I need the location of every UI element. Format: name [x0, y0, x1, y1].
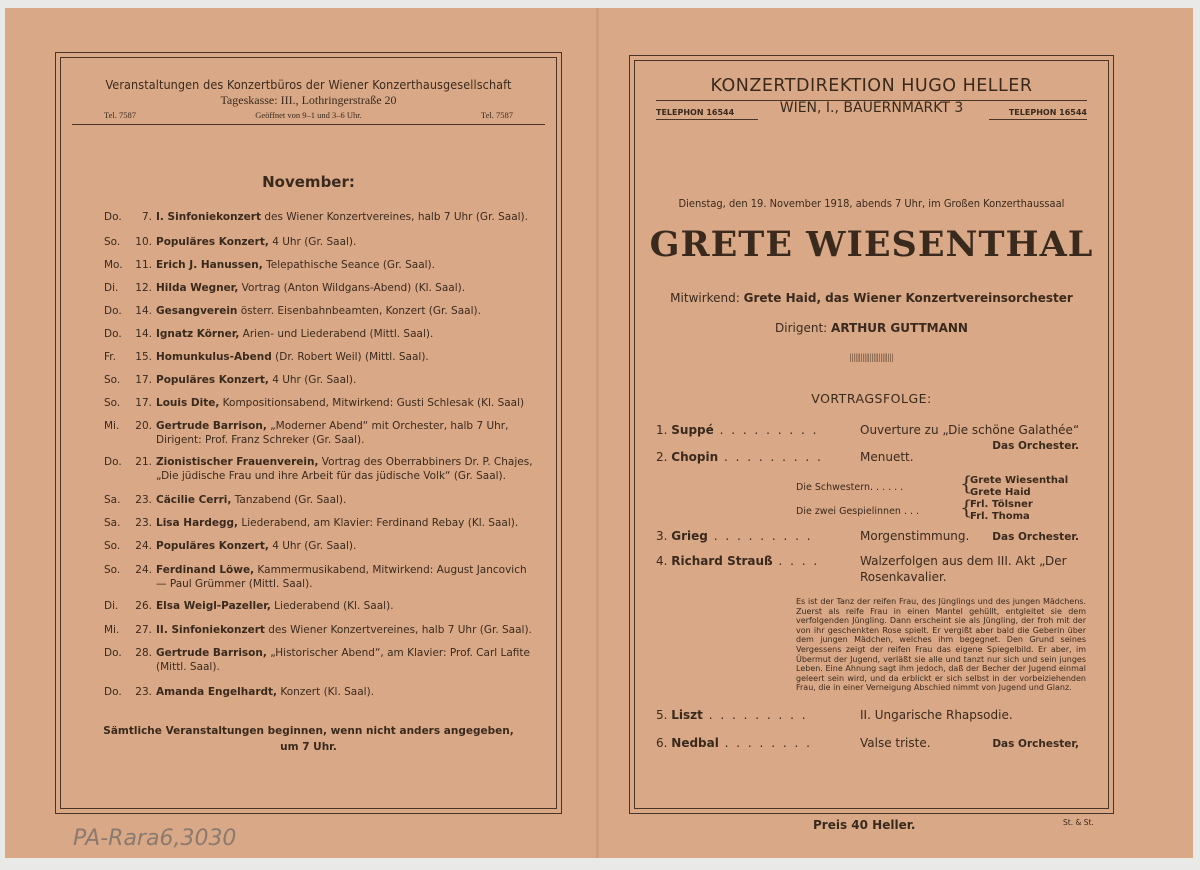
assisting-names: Grete Haid, das Wiener Konzertvereinsorchester	[743, 291, 1073, 305]
ornament-rule: ||||||||||||||||||||||||	[849, 352, 894, 362]
dance-description: Es ist der Tanz der reifen Frau, des Jünglings und des jungen Mädchens. Zuerst als reife Frau in einen Mantel gehüllt, entgleitet sie dem verfolgenden Jüngling. Dann erscheint sie als Jüngling, der froh mit der von ihr geschenkten Rose spielt. Er vergißt aber bald die Geberin über dem jungen Mädchen, welches ihm begegnet. Den Grund seines Vergessens zeigt der reifen Frau das eigene Spiegelbild. Er aber, im Übermut der Jugend, verläßt sie alle und tanzt nur sich und sein junges Leben. Eine Ahnung sagt ihm jedoch, daß der Becher der Jugend einmal geleert sein wird, und da erblickt er sich selbst in der vorbeiziehenden Frau, die in einer Verneigung Abschied nimmt von Jugend und Glanz.	[796, 597, 1086, 693]
event-details: Kammermusikabend, Mitwirkend: August Jancovich	[254, 564, 527, 576]
event-title: Populäres Konzert,	[156, 236, 269, 248]
conductor-label: Dirigent:	[775, 321, 832, 335]
program-item-composer	[656, 554, 819, 568]
event-title: Ignatz Körner,	[156, 328, 240, 340]
program-item-work: II. Ungarische Rhapsodie.	[860, 708, 1013, 722]
left-page-frame	[55, 52, 562, 814]
event-line	[104, 210, 544, 224]
agency-name: KONZERTDIREKTION HUGO HELLER	[710, 76, 1033, 96]
event-line	[104, 373, 544, 387]
event-details: des Wiener Konzertvereines, halb 7 Uhr (Gr. Saal).	[261, 211, 528, 223]
event-title: Zionistischer Frauenverein,	[156, 456, 319, 468]
event-row	[104, 373, 544, 387]
event-title: Gertrude Barrison,	[156, 420, 267, 432]
program-item-number: 4.	[656, 554, 668, 568]
event-title: Amanda Engelhardt,	[156, 686, 278, 698]
program-item-leader-dots: . . . . . . . .	[718, 736, 812, 750]
event-details: „Moderner Abend“ mit Orchester, halb 7 Uhr,	[266, 420, 509, 432]
event-row	[104, 396, 544, 410]
event-details-continued: (Mittl. Saal).	[156, 661, 220, 673]
event-details: (Dr. Robert Weil) (Mittl. Saal).	[271, 351, 429, 363]
start-time-note-line2: um 7 Uhr.	[280, 741, 337, 753]
event-row	[104, 623, 544, 637]
event-date: 28.	[135, 647, 152, 659]
event-title: Hilda Wegner,	[156, 282, 239, 294]
event-row	[104, 685, 544, 699]
brace-playmates: {	[960, 495, 973, 519]
event-line	[104, 455, 544, 469]
event-details: 4 Uhr (Gr. Saal).	[268, 540, 357, 552]
event-row	[104, 516, 544, 530]
program-item-performer: Das Orchester.	[992, 440, 1079, 452]
event-details-continued: — Paul Grümmer (Mittl. Saal).	[156, 578, 313, 590]
event-day: Sa.	[104, 494, 121, 506]
start-time-note	[56, 723, 561, 755]
event-row	[104, 210, 544, 224]
event-details-continued: „Die jüdische Frau und ihre Arbeit für das jüdische Volk“ (Gr. Saal).	[156, 470, 506, 482]
event-line	[104, 493, 544, 507]
event-date: 24.	[135, 540, 152, 552]
event-date: 17.	[135, 397, 152, 409]
program-item-number: 3.	[656, 529, 668, 543]
event-date: 20.	[135, 420, 152, 432]
program-item-number: 6.	[656, 736, 668, 750]
event-details: Tanzabend (Gr. Saal).	[231, 494, 347, 506]
left-header-tel-right: Tel. 7587	[481, 110, 513, 120]
event-row	[104, 258, 544, 272]
program-item-work: Menuett.	[860, 450, 914, 464]
event-line	[104, 539, 544, 553]
event-title: Louis Dite,	[156, 397, 220, 409]
event-title: Ferdinand Löwe,	[156, 564, 255, 576]
program-item-leader-dots: . . . . . . . . .	[702, 708, 808, 722]
event-day: So.	[104, 374, 121, 386]
event-line	[104, 327, 544, 341]
event-day: So.	[104, 540, 121, 552]
event-title: Lisa Hardegg,	[156, 517, 238, 529]
left-header-box-office: Tageskasse: III., Lothringerstraße 20	[220, 93, 397, 107]
event-day: Do.	[104, 456, 122, 468]
program-item-leader-dots: . . . . . . . . .	[718, 450, 823, 464]
event-details: Kompositionsabend, Mitwirkend: Gusti Schlesak (Kl. Saal)	[219, 397, 525, 409]
event-day: So.	[104, 564, 121, 576]
event-day: Do.	[104, 328, 122, 340]
event-date: 14.	[135, 305, 152, 317]
event-line	[104, 396, 544, 410]
event-line	[104, 563, 544, 577]
event-title: Cäcilie Cerri,	[156, 494, 232, 506]
event-line	[104, 685, 544, 699]
concert-date: Dienstag, den 19. November 1918, abends 7 Uhr, im Großen Konzerthaussaal	[678, 197, 1065, 210]
program-item-composer	[656, 529, 813, 543]
event-title: Erich J. Hanussen,	[156, 259, 263, 271]
left-header-title: Veranstaltungen des Konzertbüros der Wiener Konzerthausgesellschaft	[105, 77, 512, 92]
sub-item-sisters-a: Grete Wiesenthal	[970, 475, 1069, 486]
conductor	[630, 321, 1113, 335]
event-row	[104, 646, 544, 674]
event-details: Vortrag des Oberrabbiners Dr. P. Chajes,	[318, 456, 533, 468]
program-item-composer	[656, 450, 823, 464]
event-details-continued: Dirigent: Prof. Franz Schreker (Gr. Saal).	[156, 434, 365, 446]
sub-item-playmates-b: Frl. Thoma	[970, 511, 1030, 522]
event-row	[104, 350, 544, 364]
event-details: 4 Uhr (Gr. Saal).	[268, 236, 357, 248]
event-day: Di.	[104, 282, 119, 294]
event-date: 11.	[135, 259, 152, 271]
event-title: Gertrude Barrison,	[156, 647, 267, 659]
event-day: So.	[104, 236, 121, 248]
event-line	[104, 646, 544, 660]
program-item-composer	[656, 423, 818, 437]
event-date: 21.	[135, 456, 152, 468]
telephone-rule-right	[989, 119, 1087, 120]
program-item-leader-dots: . . . . . . . . .	[707, 529, 813, 543]
event-details: Vortrag (Anton Wildgans-Abend) (Kl. Saal).	[238, 282, 466, 294]
event-day: Fr.	[104, 351, 116, 363]
event-row	[104, 281, 544, 295]
program-item-work: Walzerfolgen aus dem III. Akt „Der	[860, 554, 1067, 568]
event-line	[104, 304, 544, 318]
event-title: Elsa Weigl-Pazeller,	[156, 600, 271, 612]
event-day: Do.	[104, 305, 122, 317]
sub-item-sisters-b: Grete Haid	[970, 487, 1031, 498]
start-time-note-line1: Sämtliche Veranstaltungen beginnen, wenn nicht anders angegeben,	[103, 725, 514, 737]
program-heading: VORTRAGSFOLGE:	[811, 391, 932, 406]
event-line	[104, 599, 544, 613]
event-date: 23.	[135, 494, 152, 506]
left-header-tel-left: Tel. 7587	[104, 110, 136, 120]
event-row	[104, 599, 544, 613]
event-day: Do.	[104, 686, 122, 698]
fold-line	[596, 8, 599, 858]
program-item-composer	[656, 708, 808, 722]
event-title: Populäres Konzert,	[156, 540, 269, 552]
right-page-frame	[629, 55, 1114, 814]
program-item-leader-dots: . . . . . . . . .	[713, 423, 819, 437]
event-day: Do.	[104, 211, 122, 223]
month-heading: November:	[262, 173, 355, 191]
event-row	[104, 419, 544, 447]
event-date: 10.	[135, 236, 152, 248]
event-row	[104, 493, 544, 507]
event-row	[104, 235, 544, 249]
event-details: Liederabend (Kl. Saal).	[270, 600, 394, 612]
event-title: Homunkulus-Abend	[156, 351, 272, 363]
event-line	[104, 623, 544, 637]
event-details: des Wiener Konzertvereines, halb 7 Uhr (Gr. Saal).	[264, 624, 532, 636]
sub-item-sisters: Die Schwestern. . . . . .	[796, 482, 904, 493]
program-item-composer-name: Chopin	[671, 450, 719, 464]
program-item-composer-name: Suppé	[671, 423, 714, 437]
event-date: 23.	[135, 517, 152, 529]
archive-mark: PA-Rara6,3030	[73, 826, 237, 851]
agency-telephone-right: TELEPHON 16544	[1008, 108, 1087, 117]
program-item-composer-name: Richard Strauß	[671, 554, 773, 568]
event-line	[104, 258, 544, 272]
event-day: Sa.	[104, 517, 121, 529]
program-item-work: Valse triste.	[860, 736, 931, 750]
program-item-leader-dots: . . . .	[772, 554, 820, 568]
event-details: österr. Eisenbahnbeamten, Konzert (Gr. Saal).	[237, 305, 481, 317]
assisting-performers	[630, 291, 1113, 305]
event-title: I. Sinfoniekonzert	[156, 211, 261, 223]
program-item-performer: Das Orchester.	[992, 531, 1079, 543]
sub-item-playmates-a: Frl. Tölsner	[970, 499, 1033, 510]
event-details: Liederabend, am Klavier: Ferdinand Rebay (Kl. Saal).	[238, 517, 519, 529]
event-row	[104, 304, 544, 318]
event-date: 7.	[141, 211, 152, 223]
program-item-number: 2.	[656, 450, 668, 464]
event-line	[104, 419, 544, 433]
event-title: Gesangverein	[156, 305, 238, 317]
event-row	[104, 455, 544, 483]
event-date: 24.	[135, 564, 152, 576]
brace-sisters: {	[960, 471, 973, 495]
item4-continuation: Rosenkavalier.	[860, 570, 947, 584]
event-date: 27.	[135, 624, 152, 636]
program-item-performer: Das Orchester,	[992, 738, 1079, 750]
program-item-work: Ouverture zu „Die schöne Galathée“	[860, 423, 1080, 437]
performer-headline: GRETE WIESENTHAL	[649, 224, 1094, 265]
assisting-label: Mitwirkend:	[670, 291, 744, 305]
event-date: 14.	[135, 328, 152, 340]
event-details: Arien- und Liederabend (Mittl. Saal).	[239, 328, 434, 340]
program-item-composer-name: Liszt	[671, 708, 703, 722]
event-title: Populäres Konzert,	[156, 374, 269, 386]
price: Preis 40 Heller.	[813, 818, 916, 832]
telephone-rule-left	[656, 119, 758, 120]
event-day: Di.	[104, 600, 119, 612]
event-details: Konzert (Kl. Saal).	[277, 686, 375, 698]
agency-address: WIEN, I., BAUERNMARKT 3	[779, 100, 964, 116]
event-day: So.	[104, 397, 121, 409]
program-item-number: 1.	[656, 423, 668, 437]
event-date: 23.	[135, 686, 152, 698]
event-day: Do.	[104, 647, 122, 659]
event-day: Mo.	[104, 259, 123, 271]
event-line	[104, 350, 544, 364]
event-date: 15.	[135, 351, 152, 363]
program-item-work: Morgenstimmung.	[860, 529, 970, 543]
agency-telephone-left: TELEPHON 16544	[656, 108, 735, 117]
event-row	[104, 327, 544, 341]
left-header-hours: Geöffnet von 9–1 und 3–6 Uhr.	[255, 110, 362, 120]
event-line	[104, 235, 544, 249]
event-line	[104, 281, 544, 295]
event-line	[104, 516, 544, 530]
left-header-rule	[72, 124, 545, 125]
event-date: 26.	[135, 600, 152, 612]
event-day: Mi.	[104, 624, 120, 636]
event-details: „Historischer Abend“, am Klavier: Prof. Carl Lafite	[266, 647, 530, 659]
event-date: 12.	[135, 282, 152, 294]
program-item-composer-name: Grieg	[671, 529, 708, 543]
event-details: Telepathische Seance (Gr. Saal).	[262, 259, 435, 271]
event-title: II. Sinfoniekonzert	[156, 624, 265, 636]
event-details: 4 Uhr (Gr. Saal).	[268, 374, 357, 386]
sub-item-playmates: Die zwei Gespielinnen . . .	[796, 506, 920, 517]
program-item-composer-name: Nedbal	[671, 736, 719, 750]
program-item-number: 5.	[656, 708, 668, 722]
event-date: 17.	[135, 374, 152, 386]
event-day: Mi.	[104, 420, 120, 432]
printer-mark: St. & St.	[1063, 818, 1094, 827]
event-row	[104, 539, 544, 553]
conductor-name: ARTHUR GUTTMANN	[831, 321, 968, 335]
event-row	[104, 563, 544, 591]
program-item-composer	[656, 736, 812, 750]
